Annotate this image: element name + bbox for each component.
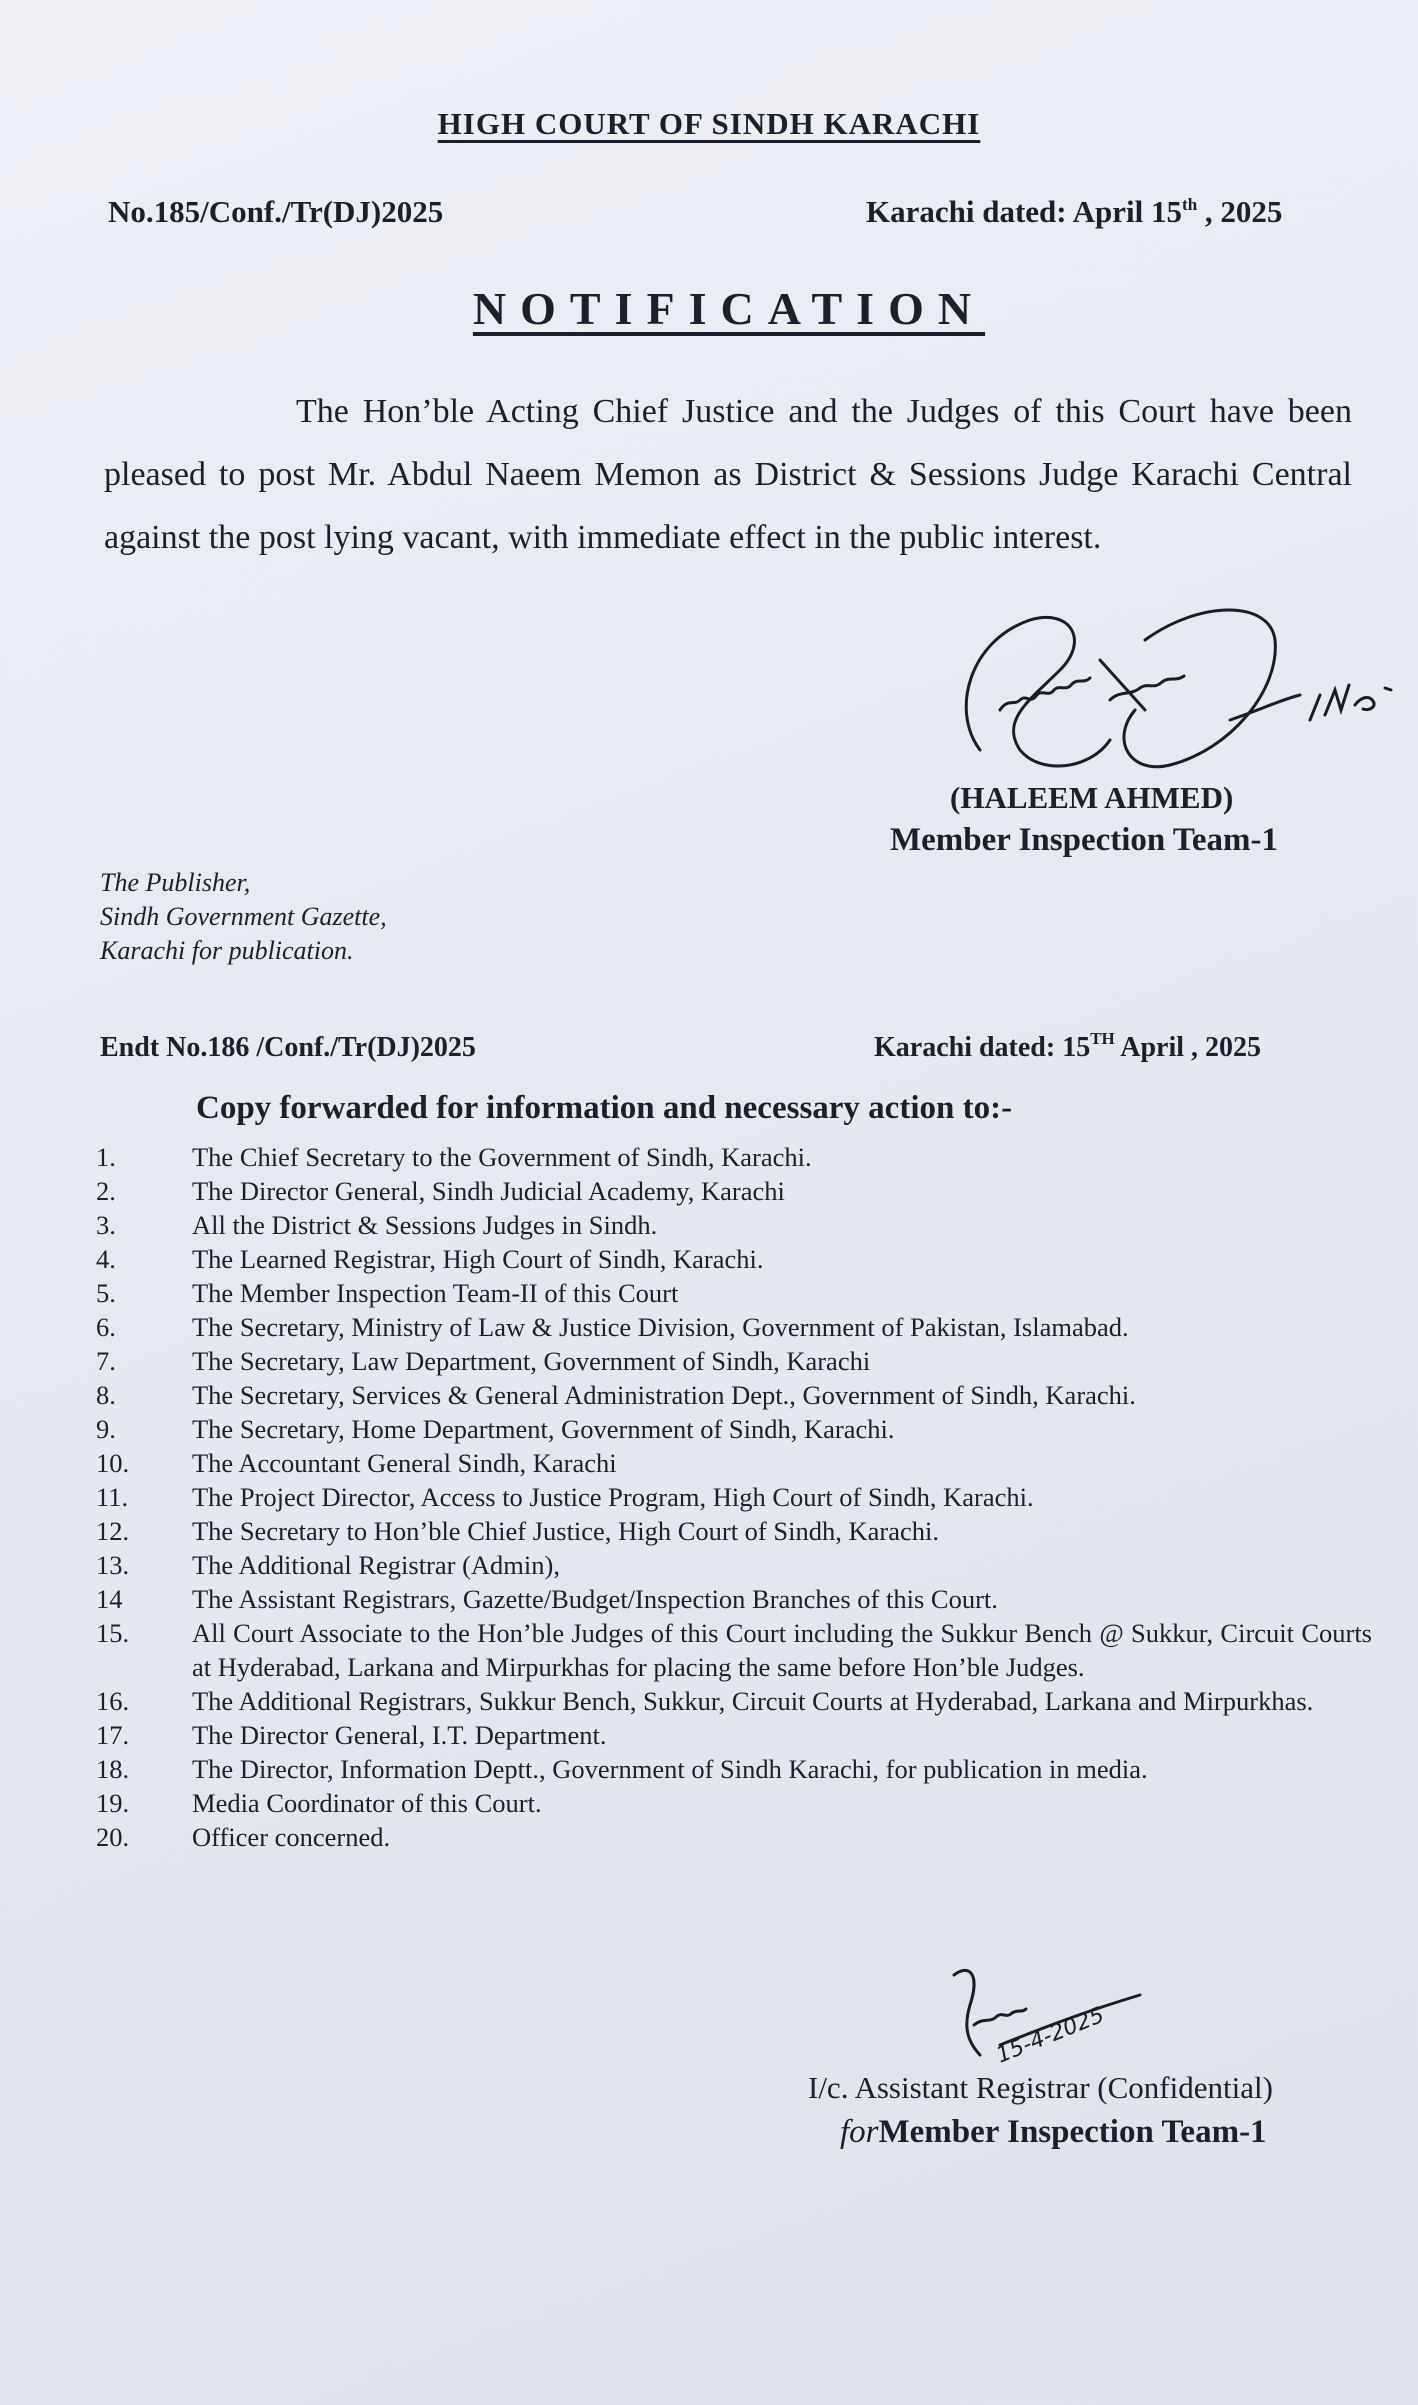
list-item-text: The Director General, I.T. Department. xyxy=(192,1720,607,1750)
publisher-line-1: The Publisher, xyxy=(100,868,251,897)
recipient-list xyxy=(96,1140,1372,1854)
list-item-text: The Director General, Sindh Judicial Academy, Karachi xyxy=(192,1176,785,1206)
list-item xyxy=(96,1140,1372,1174)
list-item xyxy=(96,1378,1372,1412)
list-item xyxy=(96,1786,1372,1820)
endorsement-date-prefix: Karachi dated: 15 xyxy=(874,1032,1091,1063)
list-item xyxy=(96,1412,1372,1446)
list-item-text: The Additional Registrar (Admin), xyxy=(192,1550,560,1580)
signatory-designation: Member Inspection Team-1 xyxy=(890,822,1279,858)
reference-date xyxy=(866,194,1282,230)
publisher-address xyxy=(100,866,387,968)
reference-number: No.185/Conf./Tr(DJ)2025 xyxy=(108,194,444,229)
list-item-text: The Secretary, Ministry of Law & Justice Division, Government of Pakistan, Islamabad. xyxy=(192,1312,1129,1342)
endorsement-date xyxy=(874,1029,1262,1064)
list-item xyxy=(96,1310,1372,1344)
list-item-number: 9. xyxy=(96,1414,116,1444)
list-item xyxy=(96,1616,1372,1684)
publisher-line-3: Karachi for publication. xyxy=(100,936,354,965)
svg-text:15-4-2025: 15-4-2025 xyxy=(992,2002,1108,2069)
list-item-text: The Member Inspection Team-II of this Court xyxy=(192,1278,679,1308)
list-item-text: The Assistant Registrars, Gazette/Budget/Inspection Branches of this Court. xyxy=(192,1584,998,1614)
list-item-number: 5. xyxy=(96,1278,116,1308)
list-item-text: Officer concerned. xyxy=(192,1822,391,1852)
list-item-number: 13. xyxy=(96,1550,130,1580)
list-item xyxy=(96,1582,1372,1616)
notification-body: The Hon’ble Acting Chief Justice and the Judges of this Court have been pleased to post Mr. Abdul Naeem Memon as District & Sessions Judge Karachi Central against the post lying vacant, with immediate effect in the public interest. xyxy=(104,393,1352,556)
list-item-number: 3. xyxy=(96,1210,116,1240)
list-item xyxy=(96,1174,1372,1208)
reference-date-ordinal: th xyxy=(1182,195,1198,214)
list-item-number: 11. xyxy=(96,1482,129,1512)
list-item xyxy=(96,1446,1372,1480)
list-item-number: 14 xyxy=(96,1584,123,1614)
list-item-text: The Secretary to Hon’ble Chief Justice, High Court of Sindh, Karachi. xyxy=(192,1516,939,1546)
list-item-text: The Additional Registrars, Sukkur Bench, Sukkur, Circuit Courts at Hyderabad, Larkana and Mirpurkhas. xyxy=(192,1686,1314,1716)
list-item-text: The Director, Information Deptt., Government of Sindh Karachi, for publication in media. xyxy=(192,1754,1148,1784)
signature-haleem-ahmed xyxy=(940,600,1418,800)
assistant-registrar-for-line xyxy=(840,2114,1267,2151)
assistant-registrar-title: I/c. Assistant Registrar (Confidential) xyxy=(808,2070,1273,2105)
list-item-number: 19. xyxy=(96,1788,130,1818)
list-item-number: 15. xyxy=(96,1618,130,1648)
notification-heading: NOTIFICATION xyxy=(472,283,986,334)
list-item xyxy=(96,1344,1372,1378)
list-item-number: 4. xyxy=(96,1244,116,1274)
publisher-line-2: Sindh Government Gazette, xyxy=(100,902,387,931)
list-item xyxy=(96,1480,1372,1514)
list-item xyxy=(96,1276,1372,1310)
list-item-number: 16. xyxy=(96,1686,130,1716)
endorsement-date-suffix: April , 2025 xyxy=(1114,1032,1262,1063)
reference-date-year: , 2025 xyxy=(1197,194,1283,229)
list-item-number: 2. xyxy=(96,1176,116,1206)
list-item-number: 7. xyxy=(96,1346,116,1376)
initials-signature xyxy=(940,1955,1170,2075)
list-item-text: The Secretary, Law Department, Government of Sindh, Karachi xyxy=(192,1346,871,1376)
copy-forwarded-heading: Copy forwarded for information and necessary action to:- xyxy=(196,1090,1013,1126)
reference-date-prefix: Karachi dated: April 15 xyxy=(866,194,1183,229)
list-item-text: All Court Associate to the Hon’ble Judges of this Court including the Sukkur Bench @ Sukkur, Circuit Courts at Hyderabad, Larkana and Mirpurkhas for placing the same before Hon’ble Judges. xyxy=(192,1618,1372,1682)
list-item xyxy=(96,1718,1372,1752)
endorsement-number: Endt No.186 /Conf./Tr(DJ)2025 xyxy=(100,1032,476,1063)
list-item-number: 6. xyxy=(96,1312,116,1342)
endorsement-date-ordinal: TH xyxy=(1090,1029,1115,1048)
list-item-text: The Secretary, Services & General Administration Dept., Government of Sindh, Karachi. xyxy=(192,1380,1136,1410)
list-item xyxy=(96,1820,1372,1854)
list-item-text: All the District & Sessions Judges in Sindh. xyxy=(192,1210,658,1240)
list-item xyxy=(96,1752,1372,1786)
for-designation: Member Inspection Team-1 xyxy=(878,2114,1267,2150)
for-word: for xyxy=(840,2114,879,2150)
list-item-number: 18. xyxy=(96,1754,130,1784)
court-title: HIGH COURT OF SINDH KARACHI xyxy=(437,106,981,141)
list-item-number: 20. xyxy=(96,1822,130,1852)
list-item-text: Media Coordinator of this Court. xyxy=(192,1788,542,1818)
list-item-text: The Accountant General Sindh, Karachi xyxy=(192,1448,617,1478)
list-item-number: 12. xyxy=(96,1516,130,1546)
list-item-number: 1. xyxy=(96,1142,116,1172)
list-item xyxy=(96,1548,1372,1582)
list-item-text: The Secretary, Home Department, Government of Sindh, Karachi. xyxy=(192,1414,895,1444)
signatory-name: (HALEEM AHMED) xyxy=(950,780,1234,815)
list-item-number: 8. xyxy=(96,1380,116,1410)
list-item xyxy=(96,1242,1372,1276)
list-item-text: The Project Director, Access to Justice Program, High Court of Sindh, Karachi. xyxy=(192,1482,1034,1512)
list-item-text: The Chief Secretary to the Government of Sindh, Karachi. xyxy=(192,1142,812,1172)
list-item-number: 10. xyxy=(96,1448,130,1478)
list-item xyxy=(96,1684,1372,1718)
list-item-number: 17. xyxy=(96,1720,130,1750)
list-item xyxy=(96,1514,1372,1548)
list-item xyxy=(96,1208,1372,1242)
list-item-text: The Learned Registrar, High Court of Sindh, Karachi. xyxy=(192,1244,764,1274)
